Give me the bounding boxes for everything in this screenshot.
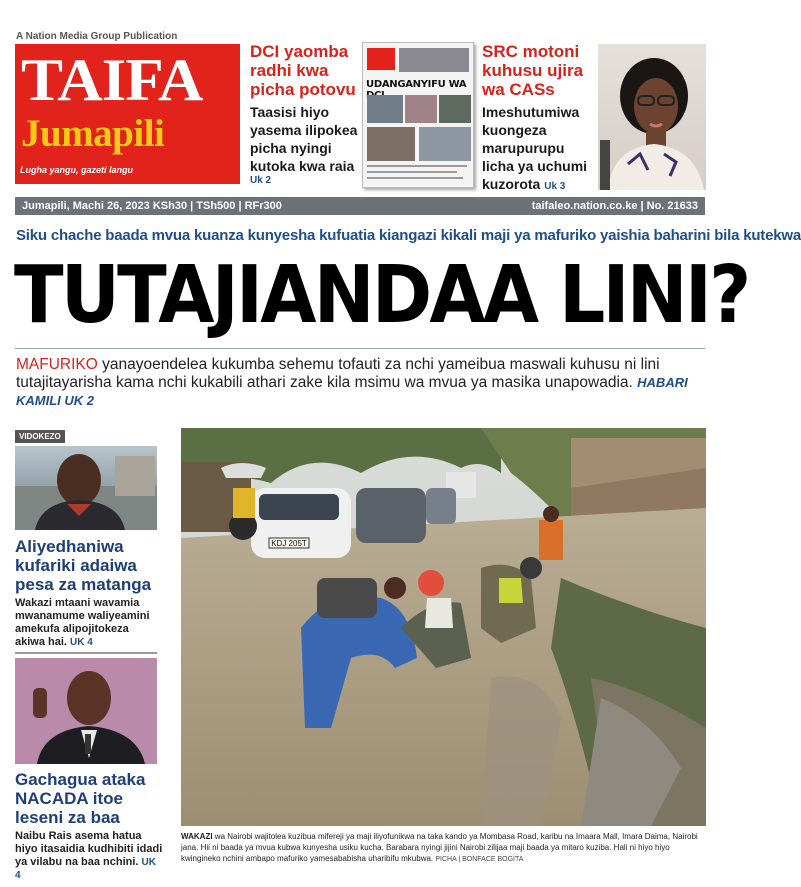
thumbnail-photo	[399, 48, 469, 72]
thumbnail-text-line	[367, 177, 463, 179]
thumbnail-photo	[367, 95, 403, 123]
website-issue-number: taifaleo.nation.co.ke | No. 21633	[531, 200, 698, 212]
teaser-body-text: Imeshutumiwa kuongeza marupurupu licha ya uchumi kuzorota	[482, 104, 588, 192]
photo-credit: PICHA | BONFACE BOGITA	[435, 856, 524, 863]
side-story-body	[15, 830, 163, 882]
main-photo	[181, 428, 706, 826]
teaser-body	[482, 103, 594, 196]
side-story[interactable]	[15, 770, 163, 882]
standfirst-text: yanayoendelea kukumba sehemu tofauti za nchi yameibua maswali kuhusu ni lini tutajitayarisha kama nchi kukabili athari zake kila msimu wa mvua ya masika unapowadia.	[16, 356, 660, 391]
side-story-text: Wakazi mtaani wavamia mwanamume waliyeamini amekufa alipojitokeza akiwa hai.	[15, 597, 150, 648]
flood-scene-illustration	[181, 428, 706, 826]
lead-standfirst	[16, 356, 706, 410]
masthead-title: TAIFA	[21, 47, 203, 113]
date-bar	[15, 197, 705, 215]
caption-text: wa Nairobi wajitolea kuzibua mifereji ya maji iliyofunikwa na taka kando ya Mombasa Road, karibu na Imaara Mall, Imara Daima, Nairobi jana. Hii ni baada ya mvua kubwa kunyesha usiku kucha. Barabara nyingi jijini Nairobi zilijaa maji baada ya mitaro kuziba. Hali ni hiyo hiyo kwingineko nchini ambapo mafuriko yamesababisha uharibifu mkubwa.	[181, 832, 698, 863]
lead-kicker: Siku chache baada mvua kuanza kunyesha kufuatia kiangazi kikali maji ya mafuriko yaishia baharini bila kutekwa	[16, 227, 801, 244]
teaser-body: Taasisi hiyo yasema ilipokea picha nyingi kutoka kwa raia	[250, 104, 358, 174]
license-plate: KDJ 205T	[271, 539, 307, 548]
thumbnail-photo	[419, 127, 471, 161]
portrait-illustration	[598, 44, 706, 190]
photo-caption	[181, 831, 706, 865]
side-photo-illustration	[15, 658, 157, 764]
masthead	[15, 44, 240, 184]
side-story-photo	[15, 446, 157, 530]
side-story-headline: Gachagua ataka NACADA itoe leseni za baa	[15, 770, 146, 827]
teaser-src[interactable]	[482, 42, 594, 196]
teaser-page-ref: Uk 3	[544, 181, 566, 192]
side-story-body	[15, 597, 160, 649]
teaser-headline: DCI yaomba radhi kwa picha potovu	[250, 42, 356, 99]
teaser-page-ref: Uk 2	[250, 175, 272, 186]
portrait-photo	[598, 44, 706, 190]
front-page-thumbnail	[362, 42, 474, 188]
issue-date-price: Jumapili, Machi 26, 2023 KSh30 | TSh500 | RFr300	[22, 200, 282, 212]
thumbnail-text-line	[367, 165, 467, 167]
caption-lead: WAKAZI	[181, 832, 213, 841]
side-story-page-ref: UK 4	[70, 637, 93, 648]
lead-headline: TUTAJIANDAA LINI?	[14, 249, 749, 341]
masthead-subtitle: Jumapili	[21, 112, 165, 155]
standfirst-dropword: MAFURIKO	[16, 356, 98, 373]
side-story-text: Naibu Rais asema hatua hiyo itasaidia kudhibiti idadi ya vilabu na baa nchini.	[15, 830, 163, 868]
teaser-dci[interactable]	[250, 42, 358, 186]
masthead-slogan: Lugha yangu, gazeti langu	[20, 165, 134, 175]
teaser-headline: SRC motoni kuhusu ujira wa CASs	[482, 42, 584, 99]
thumbnail-photo	[439, 95, 471, 123]
side-photo-illustration	[15, 446, 157, 530]
section-tag: VIDOKEZO	[15, 430, 65, 443]
thumbnail-photo	[367, 127, 415, 161]
side-story-page-ref: UK 4	[15, 857, 156, 881]
divider	[15, 652, 157, 654]
publisher-line: A Nation Media Group Publication	[16, 31, 178, 42]
divider	[15, 348, 705, 349]
thumbnail-text-line	[367, 171, 457, 173]
thumbnail-photo	[405, 95, 437, 123]
standfirst-page-ref[interactable]: HABARI KAMILI UK 2	[16, 375, 688, 408]
side-story-headline: Aliyedhaniwa kufariki adaiwa pesa za matanga	[15, 537, 152, 594]
side-story[interactable]	[15, 537, 160, 649]
thumbnail-masthead	[367, 48, 395, 70]
side-story-photo	[15, 658, 157, 764]
thumbnail-headline: UDANGANYIFU WA	[366, 79, 467, 90]
